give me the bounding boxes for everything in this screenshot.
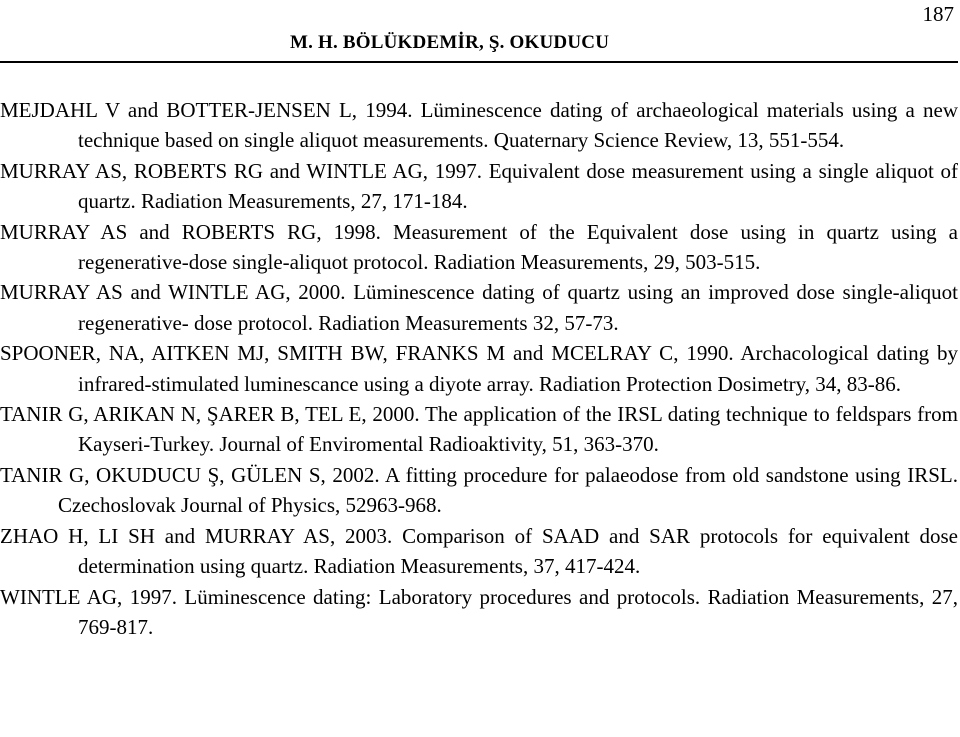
reference-entry: TANIR G, OKUDUCU Ş, GÜLEN S, 2002. A fitting procedure for palaeodose from old sandstone using IRSL. Czechoslovak Journal of Physics, 52963-968. [0, 462, 958, 518]
reference-entry: SPOONER, NA, AITKEN MJ, SMITH BW, FRANKS M and MCELRAY C, 1990. Archacological dating by infrared-stimulated luminescance using a diyote array. Radiation Protection Dosimetry, 34, 83-86. [0, 341, 958, 396]
reference-entry: ZHAO H, LI SH and MURRAY AS, 2003. Comparison of SAAD and SAR protocols for equivalent dose determination using quartz. Radiation Measurements, 37, 417-424. [0, 523, 958, 579]
reference-entry: MURRAY AS and ROBERTS RG, 1998. Measurement of the Equivalent dose using in quartz using a regenerative-dose single-aliquot protocol. Radiation Measurements, 29, 503-515. [0, 219, 958, 275]
running-head: M. H. BÖLÜKDEMİR, Ş. OKUDUCU [290, 32, 610, 53]
header-rule [0, 61, 958, 63]
reference-entry: MEJDAHL V and BOTTER-JENSEN L, 1994. Lüminescence dating of archaeological materials using a new technique based on single aliquot measurements. Quaternary Science Review, 13, 551-554. [0, 98, 958, 153]
page-header [0, 0, 960, 64]
reference-list [0, 95, 958, 642]
reference-entry: TANIR G, ARIKAN N, ŞARER B, TEL E, 2000. The application of the IRSL dating technique to feldspars from Kayseri-Turkey. Journal of Enviromental Radioaktivity, 51, 363-370. [0, 402, 958, 457]
reference-entry: MURRAY AS and WINTLE AG, 2000. Lüminescence dating of quartz using an improved dose single-aliquot regenerative- dose protocol. Radiation Measurements 32, 57-73. [0, 280, 958, 335]
reference-entry: WINTLE AG, 1997. Lüminescence dating: Laboratory procedures and protocols. Radiation Measurements, 27, 769-817. [0, 584, 958, 639]
page-number: 187 [922, 2, 954, 26]
reference-entry: MURRAY AS, ROBERTS RG and WINTLE AG, 1997. Equivalent dose measurement using a single aliquot of quartz. Radiation Measurements, 27, 171-184. [0, 158, 958, 214]
